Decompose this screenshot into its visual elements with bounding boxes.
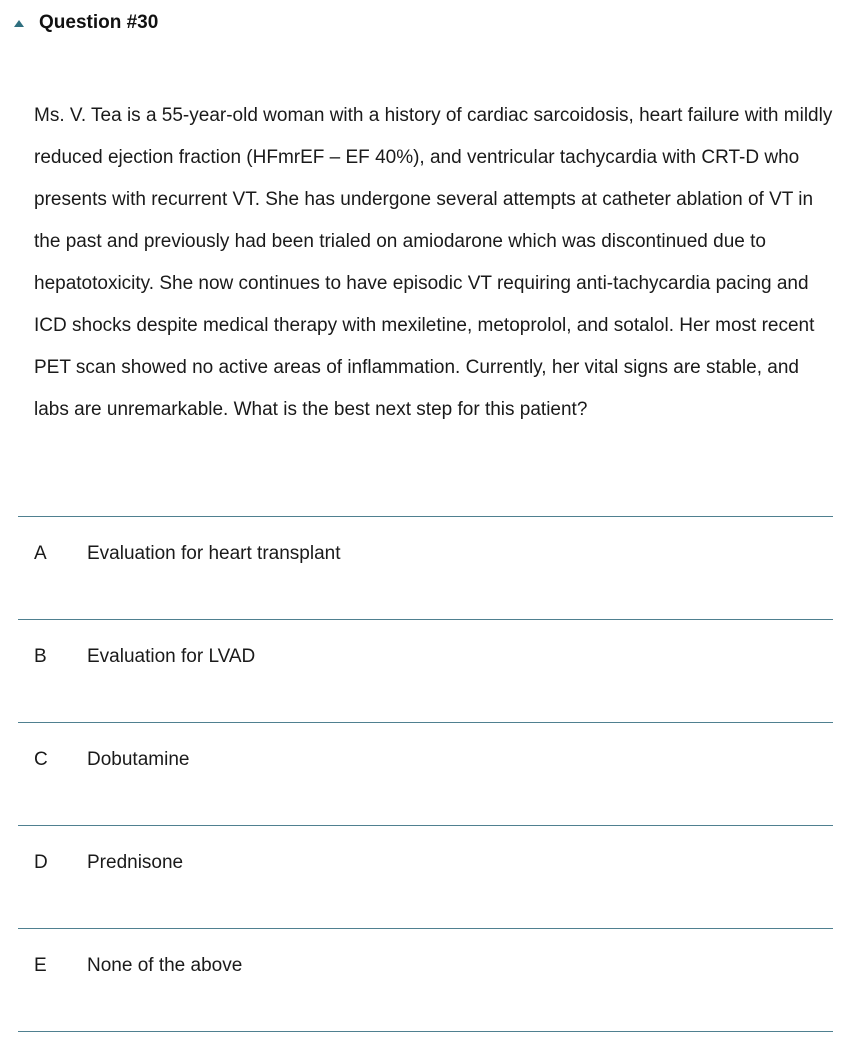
caret-up-icon[interactable] — [14, 20, 24, 27]
answer-choice-c[interactable] — [18, 723, 833, 825]
answer-choice-b[interactable] — [18, 620, 833, 722]
question-stem: Ms. V. Tea is a 55-year-old woman with a history of cardiac sarcoidosis, heart failure with mildly reduced ejection fraction (HFmrEF – EF 40%), and ventricular tachycardia with CRT-D who presents with recurrent VT. She has undergone several attempts at catheter ablation of VT in the past and previously had been trialed on amiodarone which was discontinued due to hepatotoxicity. She now continues to have episodic VT requiring anti-tachycardia pacing and ICD shocks despite medical therapy with mexiletine, metoprolol, and sotalol. Her most recent PET scan showed no active areas of inflammation. Currently, her vital signs are stable, and labs are unremarkable. What is the best next step for this patient? — [34, 105, 833, 420]
answer-choice-d[interactable] — [18, 826, 833, 928]
answer-choices — [18, 516, 833, 1032]
choice-letter: E — [34, 955, 47, 976]
choice-text: Prednisone — [87, 852, 184, 873]
answer-choice-e[interactable] — [18, 929, 833, 1031]
choice-letter: B — [34, 646, 47, 667]
choice-text: Dobutamine — [87, 749, 190, 770]
question-header-toggle[interactable] — [14, 8, 158, 38]
choice-letter: C — [34, 749, 48, 770]
answer-choice-a[interactable] — [18, 517, 833, 619]
choice-letter: A — [34, 543, 47, 564]
divider — [18, 1031, 833, 1032]
choice-letter: D — [34, 852, 48, 873]
choice-text: Evaluation for LVAD — [87, 646, 256, 667]
choice-text: Evaluation for heart transplant — [87, 543, 341, 564]
question-title: Question #30 — [39, 12, 159, 33]
choice-text: None of the above — [87, 955, 243, 976]
